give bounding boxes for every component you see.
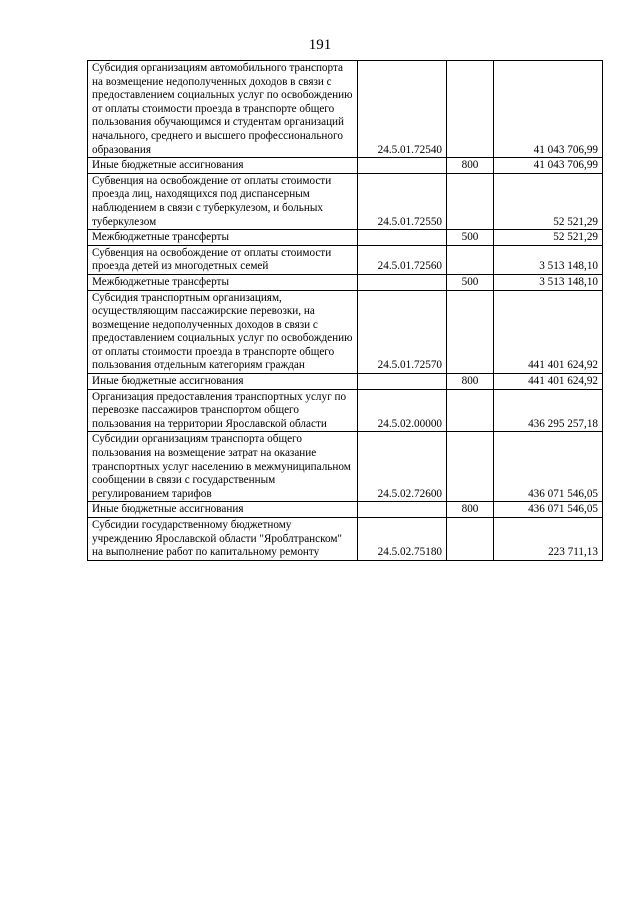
row-expense-type-cell: 800 <box>447 158 494 174</box>
row-expense-type-cell: 500 <box>447 274 494 290</box>
table-row <box>88 389 603 432</box>
row-name-cell: Иные бюджетные ассигнования <box>88 502 358 518</box>
row-code-cell: 24.5.02.75180 <box>358 518 447 561</box>
row-name-cell: Межбюджетные трансферты <box>88 230 358 246</box>
row-name-cell: Межбюджетные трансферты <box>88 274 358 290</box>
row-amount-cell: 52 521,29 <box>494 173 603 229</box>
row-name-cell: Иные бюджетные ассигнования <box>88 158 358 174</box>
row-expense-type-cell: 800 <box>447 502 494 518</box>
row-code-cell <box>358 502 447 518</box>
row-code-cell <box>358 230 447 246</box>
row-expense-type-cell <box>447 290 494 374</box>
row-amount-cell: 3 513 148,10 <box>494 245 603 274</box>
row-amount-cell: 41 043 706,99 <box>494 158 603 174</box>
row-name-cell: Субвенция на освобождение от оплаты стоимости проезда детей из многодетных семей <box>88 245 358 274</box>
row-code-cell <box>358 374 447 390</box>
row-amount-cell: 223 711,13 <box>494 518 603 561</box>
table-row <box>88 518 603 561</box>
row-expense-type-cell <box>447 518 494 561</box>
row-amount-cell: 436 071 546,05 <box>494 432 603 502</box>
row-amount-cell: 441 401 624,92 <box>494 290 603 374</box>
table-row <box>88 158 603 174</box>
row-name-cell: Субвенция на освобождение от оплаты стоимости проезда лиц, находящихся под диспансерным наблюдением в связи с туберкулезом, и больных туберкулезом <box>88 173 358 229</box>
row-amount-cell: 436 071 546,05 <box>494 502 603 518</box>
budget-table-body <box>88 61 603 561</box>
table-row <box>88 502 603 518</box>
row-expense-type-cell <box>447 61 494 158</box>
row-name-cell: Иные бюджетные ассигнования <box>88 374 358 390</box>
row-amount-cell: 3 513 148,10 <box>494 274 603 290</box>
table-row <box>88 432 603 502</box>
row-amount-cell: 41 043 706,99 <box>494 61 603 158</box>
table-row <box>88 230 603 246</box>
row-code-cell: 24.5.01.72560 <box>358 245 447 274</box>
row-name-cell: Организация предоставления транспортных услуг по перевозке пассажиров транспортом общего пользования на территории Ярославской области <box>88 389 358 432</box>
row-name-cell: Субсидия организациям автомобильного транспорта на возмещение недополученных доходов в связи с предоставлением социальных услуг по освобождению от оплаты стоимости проезда в транспорте общего пользования обучающимся и студентам организаций начального, среднего и высшего профессионального образования <box>88 61 358 158</box>
table-row <box>88 374 603 390</box>
row-expense-type-cell <box>447 432 494 502</box>
row-amount-cell: 52 521,29 <box>494 230 603 246</box>
row-code-cell <box>358 158 447 174</box>
row-code-cell: 24.5.02.00000 <box>358 389 447 432</box>
row-amount-cell: 441 401 624,92 <box>494 374 603 390</box>
table-row <box>88 173 603 229</box>
table-row <box>88 274 603 290</box>
row-expense-type-cell <box>447 173 494 229</box>
row-code-cell: 24.5.02.72600 <box>358 432 447 502</box>
page-number: 191 <box>308 37 332 53</box>
table-row <box>88 290 603 374</box>
row-name-cell: Субсидии государственному бюджетному учреждению Ярославской области "Яроблтранском" на выполнение работ по капитальному ремонту <box>88 518 358 561</box>
table-row <box>88 245 603 274</box>
row-name-cell: Субсидия транспортным организациям, осуществляющим пассажирские перевозки, на возмещение недополученных доходов в связи с предоставлением социальных услуг по освобождению от оплаты стоимости проезда в транспорте общего пользования отдельным категориям граждан <box>88 290 358 374</box>
table-row <box>88 61 603 158</box>
row-expense-type-cell: 500 <box>447 230 494 246</box>
row-code-cell: 24.5.01.72550 <box>358 173 447 229</box>
row-code-cell <box>358 274 447 290</box>
row-expense-type-cell <box>447 245 494 274</box>
row-code-cell: 24.5.01.72570 <box>358 290 447 374</box>
budget-table <box>87 60 603 561</box>
row-name-cell: Субсидии организациям транспорта общего пользования на возмещение затрат на оказание транспортных услуг населению в межмуниципальном сообщении в связи с государственным регулированием тарифов <box>88 432 358 502</box>
row-expense-type-cell <box>447 389 494 432</box>
row-amount-cell: 436 295 257,18 <box>494 389 603 432</box>
row-expense-type-cell: 800 <box>447 374 494 390</box>
row-code-cell: 24.5.01.72540 <box>358 61 447 158</box>
